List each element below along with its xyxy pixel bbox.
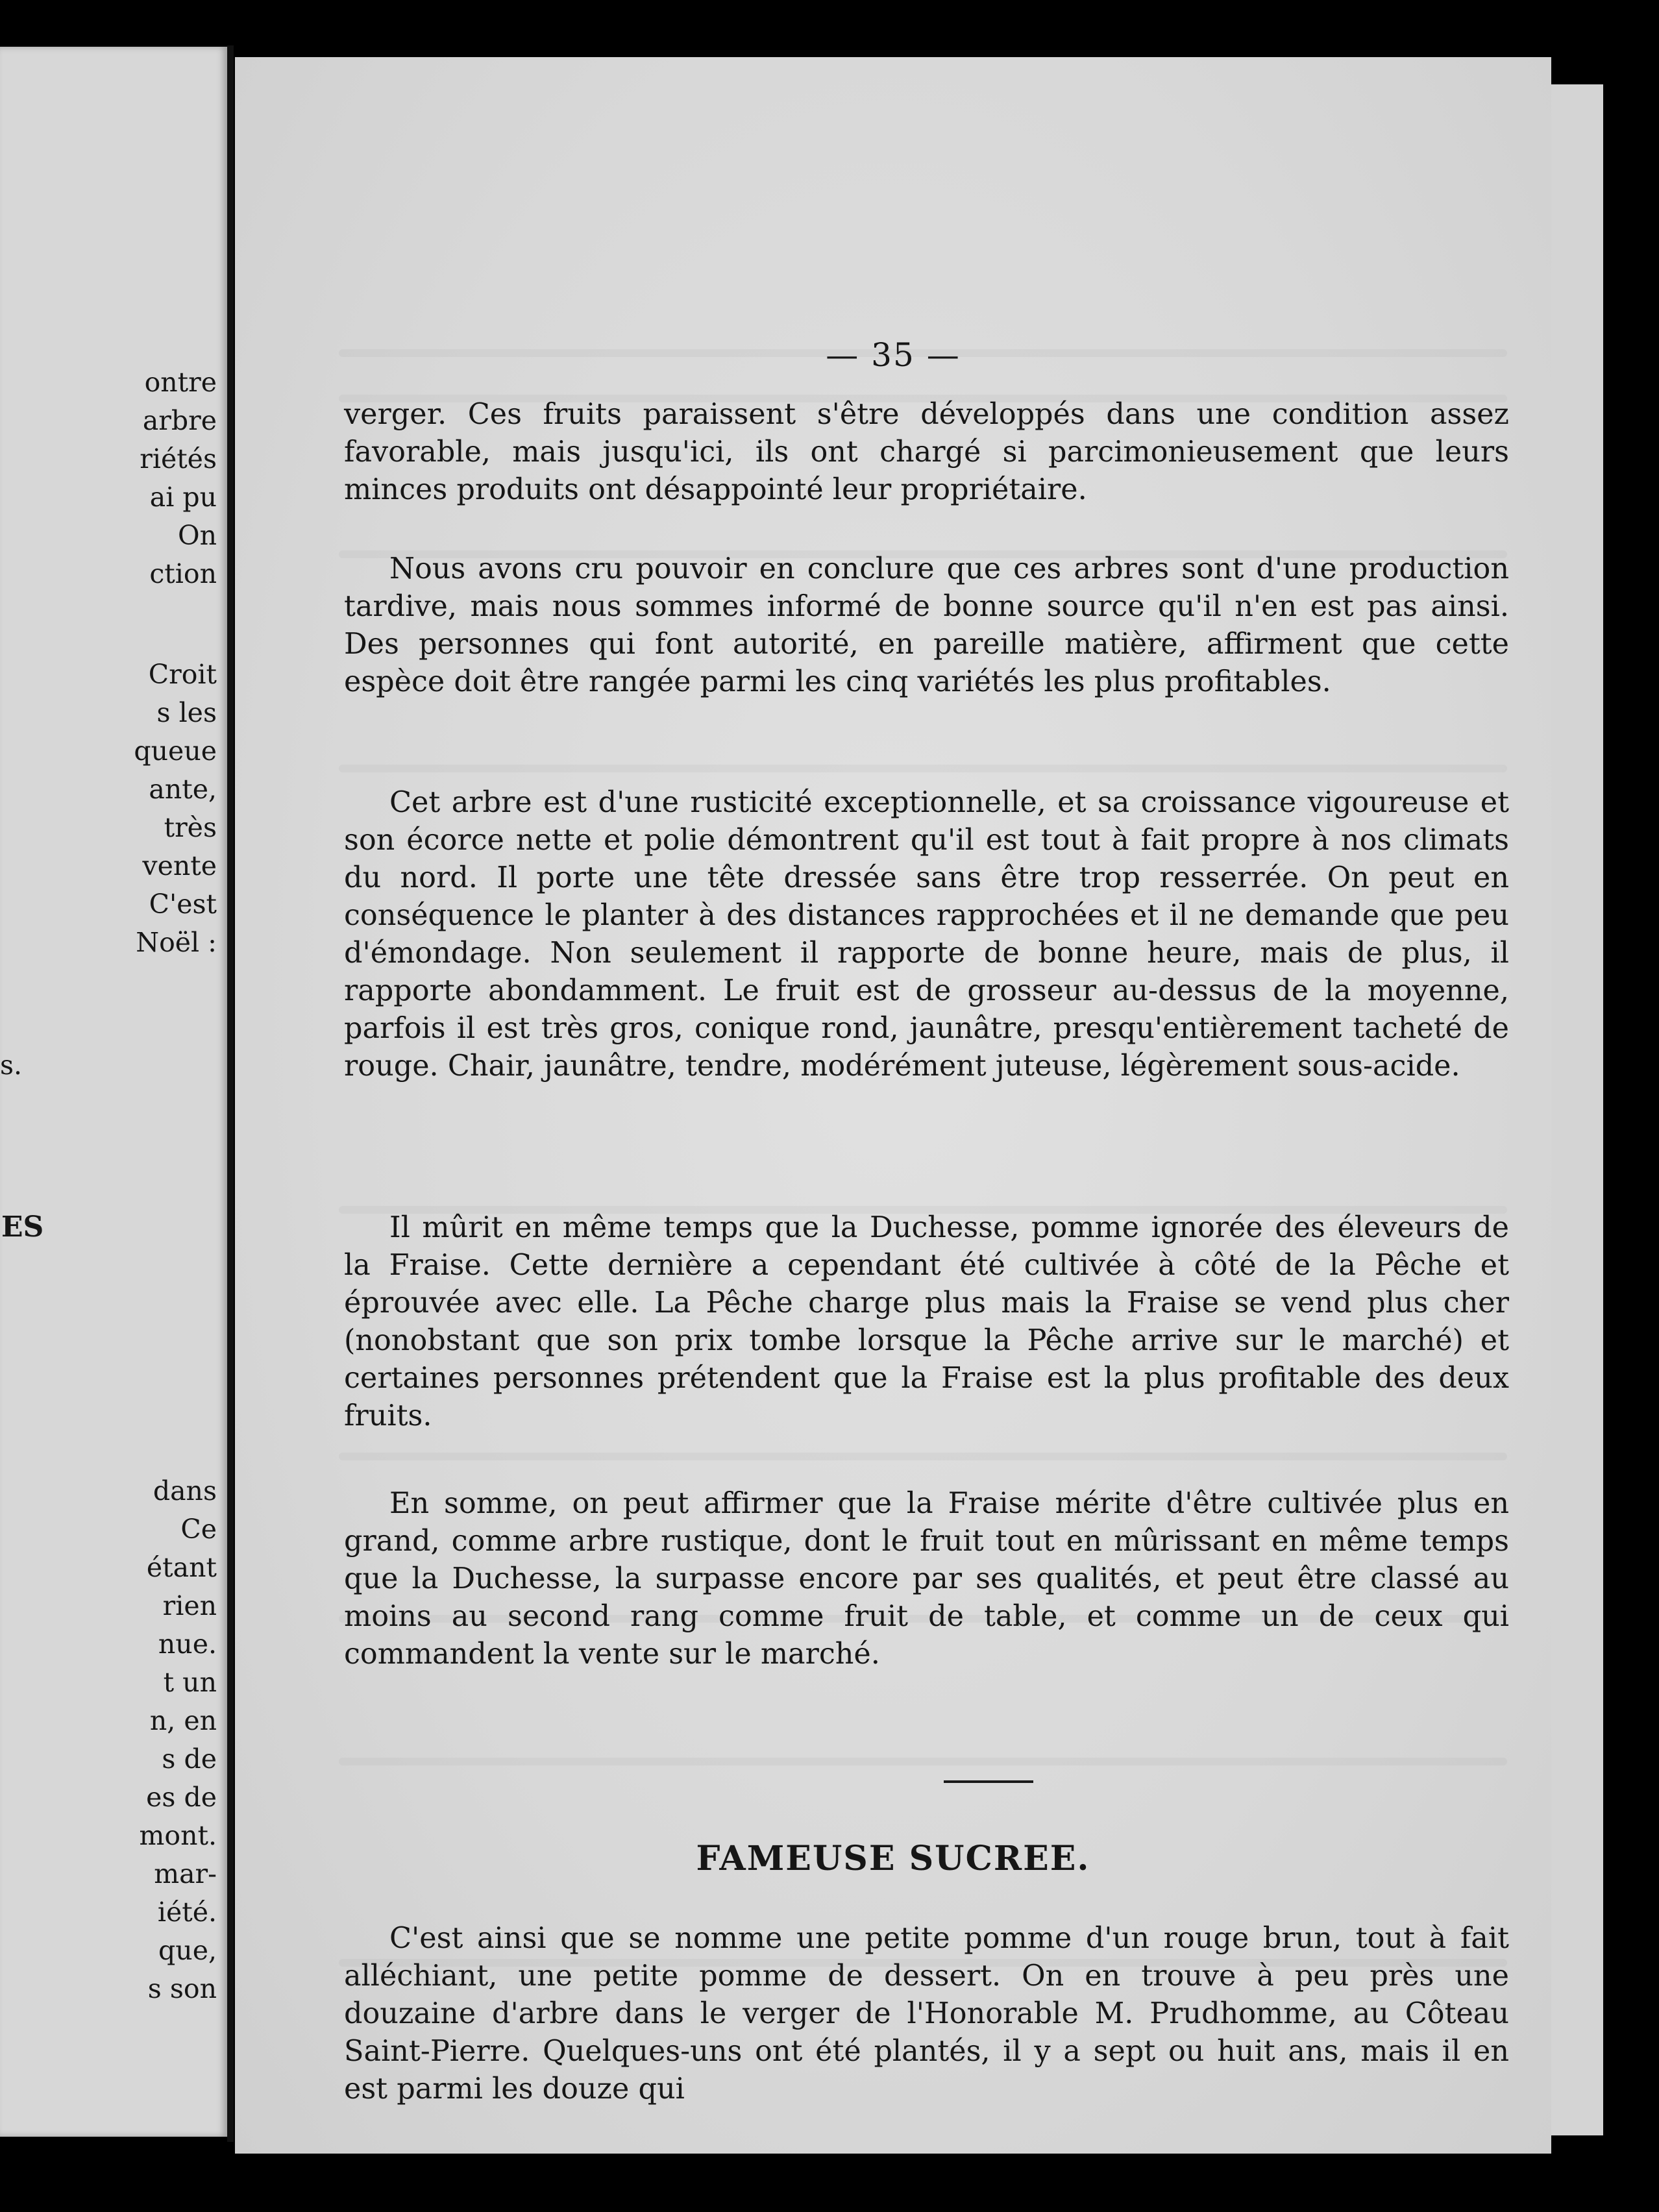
left-page-fragment: arbre [142,405,217,436]
left-page-fragment: mont. [139,1820,217,1851]
left-page-fragment: mar- [154,1858,217,1889]
left-page-fragment: t un [163,1667,217,1698]
paragraph: verger. Ces fruits paraissent s'être développés dans une condition assez favorable, mais jusqu'ici, ils ont chargé si parcimonieusement que leurs minces produits ont désappointé leur propriétaire. [344,398,1509,506]
left-page-fragment: s les [156,697,217,728]
left-page-fragment: queue [134,735,217,767]
left-page-fragment: s son [147,1973,217,2004]
left-page-fragment: Ce [180,1514,217,1545]
paragraph: Il mûrit en même temps que la Duchesse, pomme ignorée des éleveurs de la Fraise. Cette dernière a cependant été cultivée à côté de la Pêche et éprouvée avec elle. La Pêche charge plus mais la Fraise se vend plus cher (nonobstant que son prix tombe lorsque la Pêche arrive sur le marché) et certaines personnes prétendent que la Fraise est la plus profitable des deux fruits. [344,1211,1509,1432]
left-page-fragment: ction [149,558,217,589]
body-text [344,396,1509,509]
body-text [344,1920,1509,2108]
paragraph: C'est ainsi que se nomme une petite pomme d'un rouge brun, tout à fait alléchiant, une petite pomme de dessert. On en trouve à peu près une douzaine d'arbre dans le verger de l'Honorable M. Prudhomme, au Côteau Saint-Pierre. Quelques-uns ont été plantés, il y a sept ou huit ans, mais il en est parmi les douze qui [344,1922,1509,2106]
left-page-fragment: Croit [148,659,217,690]
left-page-fragment: Noël : [136,927,217,958]
left-page-fragment: s de [162,1743,217,1775]
left-page-fragment: dans [153,1475,217,1506]
left-page-fragment: très [164,812,217,843]
left-page-fragment: ES [1,1210,44,1244]
section-title: FAMEUSE SUCREE. [696,1839,1090,1878]
left-page-fragment: nue. [158,1628,217,1660]
book-spine [227,45,234,2142]
page-number: — 35 — [826,336,961,374]
body-text [344,784,1509,1085]
left-page [0,47,227,2137]
paragraph: Cet arbre est d'une rusticité exceptionnelle, et sa croissance vigoureuse et son écorce nette et polie démontrent qu'il est tout à fait propre à nos climats du nord. Il porte une tête dressée sans être trop resserrée. On peut en conséquence le planter à des distances rapprochées et il ne demande que peu d'émondage. Non seulement il rapporte de bonne heure, mais de plus, il rapporte abondamment. Le fruit est de grosseur au-dessus de la moyenne, parfois il est très gros, conique rond, jaunâtre, presqu'entièrement tacheté de rouge. Chair, jaunâtre, tendre, modérément juteuse, légèrement sous-acide. [344,786,1509,1083]
left-page-fragment: ontre [144,367,217,398]
left-page-fragment: C'est [149,889,217,920]
left-page-fragment: n, en [149,1705,217,1736]
body-text [344,1485,1509,1673]
left-page-fragment: s. [0,1050,23,1081]
left-page-fragment: vente [142,850,217,881]
section-separator [944,1780,1033,1783]
body-text [344,550,1509,701]
left-page-fragment: étant [146,1552,217,1583]
body-text [344,1209,1509,1435]
paragraph: En somme, on peut affirmer que la Fraise mérite d'être cultivée plus en grand, comme arbre rustique, dont le fruit tout en mûrissant en même temps que la Duchesse, la surpasse encore par ses qualités, et peut être classé au moins au second rang comme fruit de table, et comme un de ceux qui commandent la vente sur le marché. [344,1487,1509,1671]
left-page-fragment: rien [162,1590,217,1621]
left-page-fragment: iété. [157,1897,217,1928]
left-page-fragment: es de [146,1782,217,1813]
paragraph: Nous avons cru pouvoir en conclure que ces arbres sont d'une production tardive, mais nous sommes informé de bonne source qu'il n'en est pas ainsi. Des personnes qui font autorité, en pareille matière, affirment que cette espèce doit être rangée parmi les cinq variétés les plus profitables. [344,552,1509,698]
book-page [235,57,1551,2154]
left-page-fragment: On [177,520,217,551]
left-page-fragment: que, [158,1935,217,1966]
left-page-fragment: ante, [149,774,217,805]
left-page-fragment: ai pu [149,482,217,513]
left-page-fragment: riétés [140,443,217,474]
